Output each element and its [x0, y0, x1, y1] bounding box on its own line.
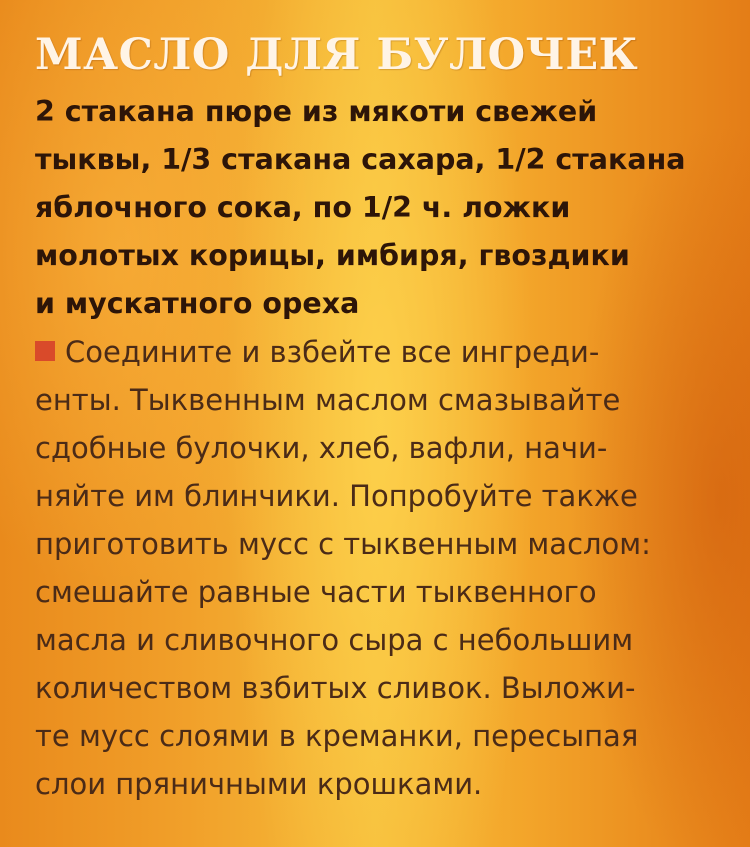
ingredients-line: тыквы, 1/3 стакана сахара, 1/2 стакана: [35, 143, 686, 176]
instructions-line: Соедините и взбейте все ингреди-: [65, 335, 600, 369]
instructions-first-line: [35, 328, 725, 376]
ingredients-line: яблочного сока, по 1/2 ч. ложки: [35, 191, 571, 224]
instructions-line: те мусс слоями в креманки, пересыпая: [35, 719, 639, 753]
ingredients-list: [35, 88, 725, 328]
square-bullet-icon: [35, 341, 55, 361]
instructions-line: няйте им блинчики. Попробуйте также: [35, 479, 638, 513]
ingredients-line: 2 стакана пюре из мякоти свежей: [35, 95, 598, 128]
instructions-line: енты. Тыквенным маслом смазывайте: [35, 383, 621, 417]
instructions-line: количеством взбитых сливок. Выложи-: [35, 671, 636, 705]
ingredients-line: молотых корицы, имбиря, гвоздики: [35, 239, 630, 272]
recipe-card: [35, 28, 725, 808]
ingredients-line: и мускатного ореха: [35, 287, 360, 320]
instructions-line: масла и сливочного сыра с небольшим: [35, 623, 634, 657]
instructions-line: слои пряничными крошками.: [35, 767, 483, 801]
instructions-line: сдобные булочки, хлеб, вафли, начи-: [35, 431, 608, 465]
instructions-line: приготовить мусс с тыквенным маслом:: [35, 527, 651, 561]
instructions-line: смешайте равные части тыквенного: [35, 575, 597, 609]
recipe-title: МАСЛО ДЛЯ БУЛОЧЕК: [35, 30, 639, 80]
instructions-text: [35, 328, 725, 808]
